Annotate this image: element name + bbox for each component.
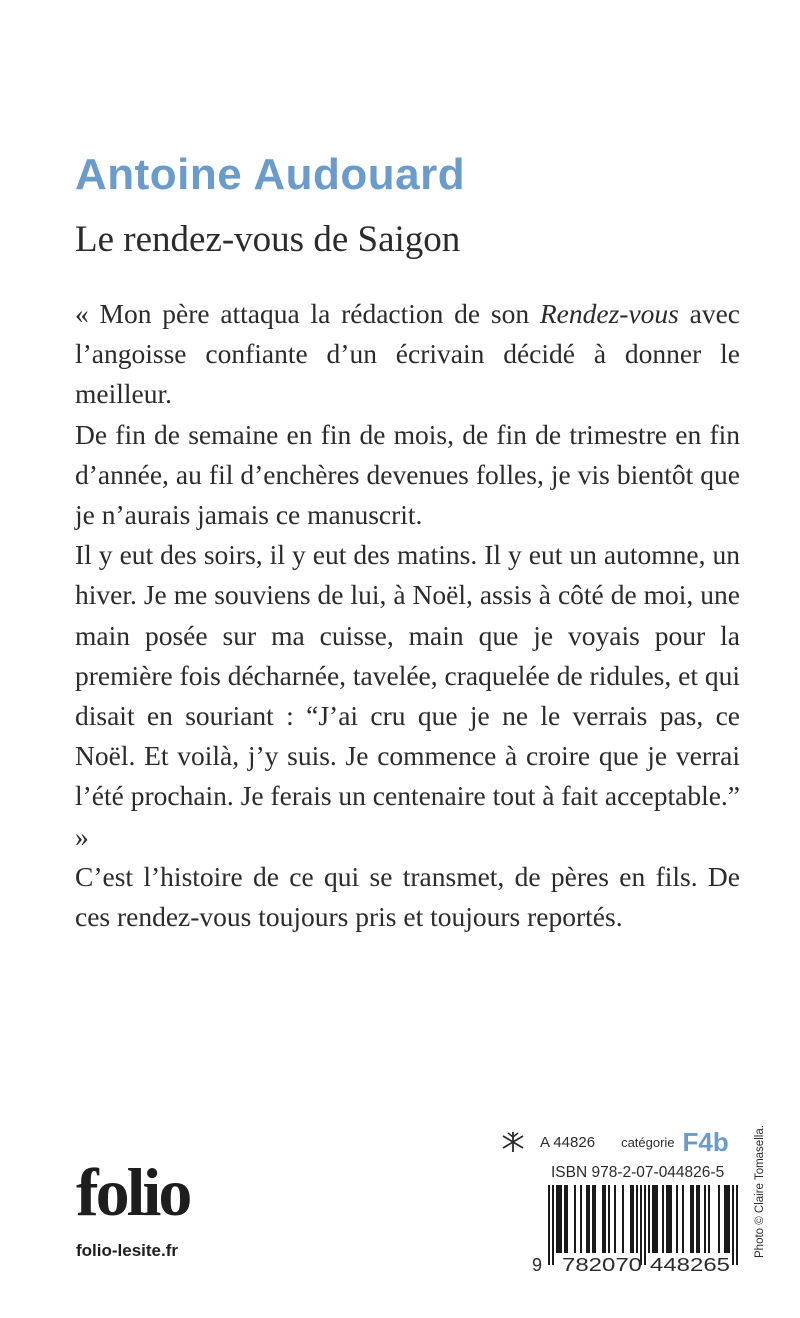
barcode-bar xyxy=(560,1185,562,1253)
photo-credit: Photo © Claire Tomasella. xyxy=(754,1125,766,1258)
barcode-bar xyxy=(670,1185,672,1253)
barcode-bar xyxy=(602,1185,604,1253)
barcode-bar xyxy=(656,1185,658,1253)
barcode-bar xyxy=(548,1185,550,1265)
barcode-bar xyxy=(574,1185,576,1253)
barcode-bar xyxy=(592,1185,594,1253)
barcode-bar xyxy=(732,1185,734,1265)
barcode-bar xyxy=(736,1185,738,1265)
barcode-bar xyxy=(696,1185,698,1253)
catalog-info-row xyxy=(500,1128,729,1156)
barcode-bar xyxy=(698,1185,700,1253)
barcode-bar xyxy=(558,1185,560,1253)
barcode-bar xyxy=(608,1185,610,1253)
barcode-bar xyxy=(556,1185,558,1253)
blurb-italic-title: Rendez-vous xyxy=(539,298,679,329)
barcode-bar xyxy=(632,1185,634,1253)
author-name: Antoine Audouard xyxy=(75,150,466,199)
barcode-bar xyxy=(692,1185,694,1253)
blurb-paragraph: « Mon père attaqua la rédaction de son Rendez-vous avec l’angoisse confiante d’un écrivain décidé à donner le meilleur. xyxy=(75,298,740,410)
barcode-bar xyxy=(668,1185,670,1253)
barcode-bar xyxy=(640,1185,642,1265)
barcode-bar xyxy=(580,1185,582,1253)
barcode-bar xyxy=(724,1185,726,1253)
barcode-bar xyxy=(704,1185,706,1253)
barcode-bar xyxy=(586,1185,588,1253)
barcode-bar xyxy=(708,1185,710,1253)
barcode-bar xyxy=(644,1185,646,1265)
category-code: F4b xyxy=(682,1126,729,1157)
barcode-bar xyxy=(648,1185,650,1253)
barcode-bar xyxy=(588,1185,590,1253)
barcode-bar xyxy=(636,1185,638,1253)
barcode-bar xyxy=(654,1185,656,1253)
barcode-bar xyxy=(614,1185,616,1253)
barcode-bar xyxy=(652,1185,654,1253)
barcode-bar xyxy=(690,1185,692,1253)
barcode-digits-right: 448265 xyxy=(650,1255,730,1275)
barcode-digit-first: 9 xyxy=(532,1255,543,1275)
publisher-website-link[interactable]: folio-lesite.fr xyxy=(76,1241,179,1260)
barcode-bar xyxy=(726,1185,728,1253)
barcode-bar xyxy=(718,1185,720,1253)
barcode-digits-left: 782070 xyxy=(562,1255,642,1275)
barcode xyxy=(530,1185,740,1275)
back-cover-blurb xyxy=(75,294,740,937)
folio-logo: folio xyxy=(76,1154,190,1230)
book-title: Le rendez-vous de Saigon xyxy=(75,219,461,260)
category-label: catégorie xyxy=(621,1134,675,1150)
isbn-number: ISBN 978-2-07-044826-5 xyxy=(551,1164,725,1181)
fish-icon xyxy=(500,1131,526,1153)
catalog-reference: A 44826 xyxy=(540,1133,596,1151)
barcode-bar xyxy=(662,1185,664,1253)
blurb-paragraph: C’est l’histoire de ce qui se transmet, de pères en fils. De ces rendez-vous toujours pris et toujours reportés. xyxy=(75,860,740,933)
barcode-bar xyxy=(666,1185,668,1253)
barcode-bar xyxy=(604,1185,606,1253)
barcode-bar xyxy=(676,1185,678,1253)
barcode-bar xyxy=(566,1185,568,1253)
barcode-bar xyxy=(728,1185,730,1253)
barcode-bar xyxy=(622,1185,624,1253)
barcode-bar xyxy=(682,1185,684,1253)
barcode-bar xyxy=(552,1185,554,1265)
barcode-bar xyxy=(564,1185,566,1253)
blurb-paragraph: De fin de semaine en fin de mois, de fin de trimestre en fin d’année, au fil d’enchères devenues folles, je vis bientôt que je n’aurais jamais ce manuscrit. xyxy=(75,418,740,531)
blurb-paragraph: Il y eut des soirs, il y eut des matins. Il y eut un automne, un hiver. Je me souviens de lui, à Noël, assis à côté de moi, une main posée sur ma cuisse, main que je voyais pour la première fois décharnée, tavelée, craquelée de ridules, et qui disait en souriant : “J’ai cru que je ne le verrais pas, ce Noël. Et voilà, j’y suis. Je commence à croire que je verrai l’été prochain. Je ferais un centenaire tout à fait acceptable.” » xyxy=(75,539,740,852)
barcode-bar xyxy=(594,1185,596,1253)
barcode-bar xyxy=(630,1185,632,1253)
